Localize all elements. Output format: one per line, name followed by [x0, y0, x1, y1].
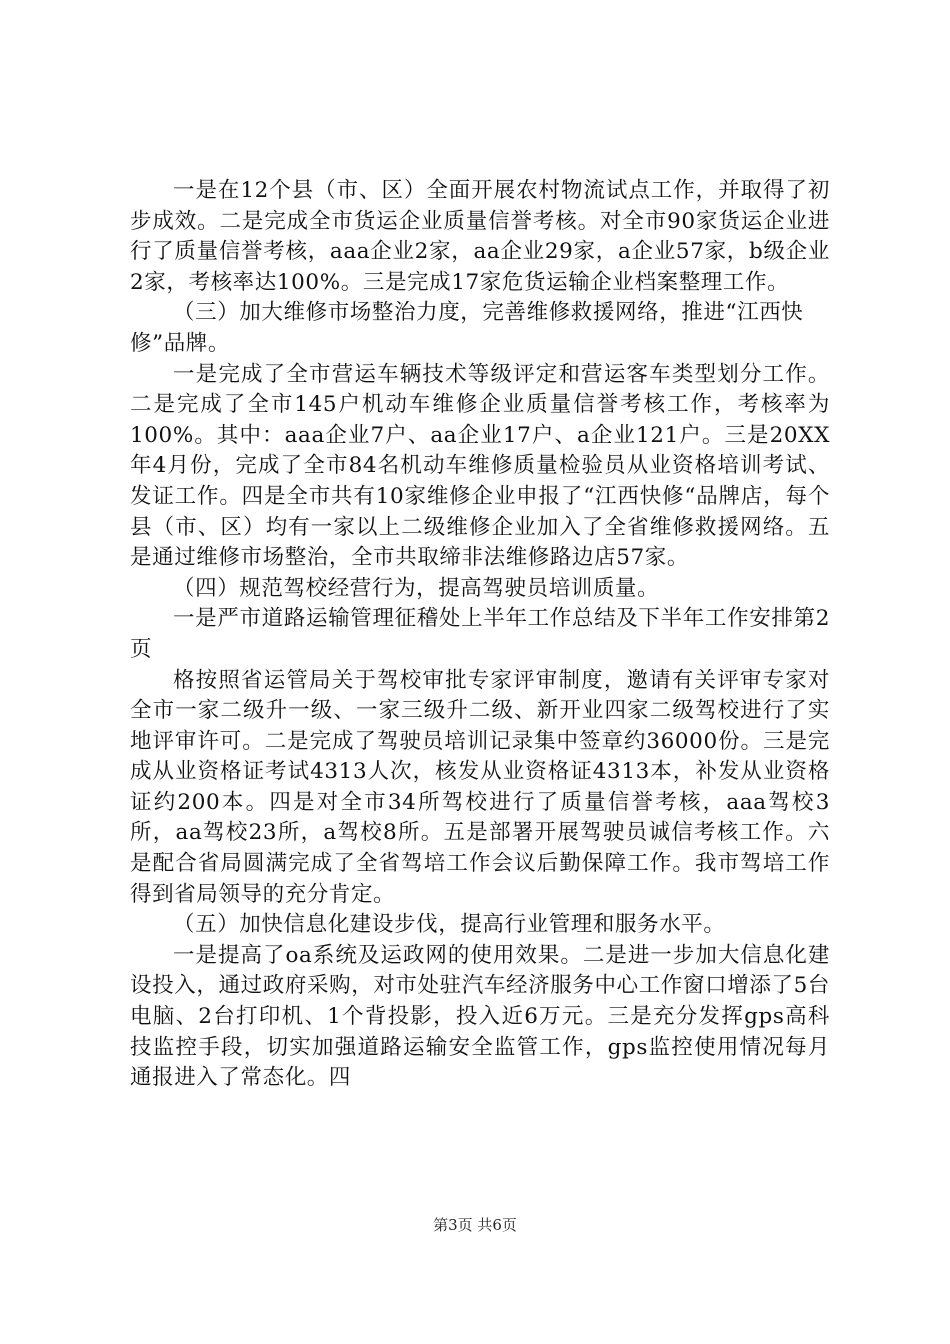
- document-body: [130, 176, 830, 1094]
- paragraph-driving-school: 格按照省运管局关于驾校审批专家评审制度，邀请有关评审专家对全市一家二级升一级、一家三级升二级、新开业四家二级驾校进行了实地评审许可。二是完成了驾驶员培训记录集中签章约36000份。三是完成从业资格证考试4313人次，核发从业资格证4313本，补发从业资格证约200本。四是对全市34所驾校进行了质量信誉考核，aaa驾校3所，aa驾校23所，a驾校8所。五是部署开展驾驶员诚信考核工作。六是配合省局圆满完成了全省驾培工作会议后勤保障工作。我市驾培工作得到省局领导的充分肯定。: [130, 667, 830, 907]
- section-heading-driving-school: （四）规范驾校经营行为，提高驾驶员培训质量。: [173, 575, 660, 601]
- paragraph-informatization: 一是提高了oa系统及运政网的使用效果。二是进一步加大信息化建设投入，通过政府采购，对市处驻汽车经济服务中心工作窗口增添了5台电脑、2台打印机、1个背投影，投入近6万元。三是充分发挥gps高科技监控手段，切实加强道路运输安全监管工作，gps监控使用情况每月通报进入了常态化。四: [130, 942, 830, 1091]
- paragraph-rural-logistics: 一是在12个县（市、区）全面开展农村物流试点工作，并取得了初步成效。二是完成全市货运企业质量信誉考核。对全市90家货运企业进行了质量信誉考核，aaa企业2家，aa企业29家，a企业57家，b级企业2家，考核率达100%。三是完成17家危货运输企业档案整理工作。: [130, 178, 830, 295]
- paragraph-driving-school-intro: 一是严市道路运输管理征稽处上半年工作总结及下半年工作安排第2页: [130, 606, 830, 662]
- page-footer: 第3页 共6页: [433, 1216, 517, 1234]
- section-heading-informatization: （五）加快信息化建设步伐，提高行业管理和服务水平。: [173, 912, 726, 938]
- paragraph-repair-market: 一是完成了全市营运车辆技术等级评定和营运客车类型划分工作。二是完成了全市145户机动车维修企业质量信誉考核工作，考核率为100%。其中：aaa企业7户、aa企业17户、a企业121户。三是20XX年4月份，完成了全市84名机动车维修质量检验员从业资格培训考试、发证工作。四是全市共有10家维修企业申报了“江西快修“品牌店，每个县（市、区）均有一家以上二级维修企业加入了全省维修救援网络。五是通过维修市场整治，全市共取缔非法维修路边店57家。: [130, 361, 830, 571]
- section-heading-repair-market: （三）加大维修市场整治力度，完善维修救援网络，推进“江西快修”品牌。: [130, 300, 804, 356]
